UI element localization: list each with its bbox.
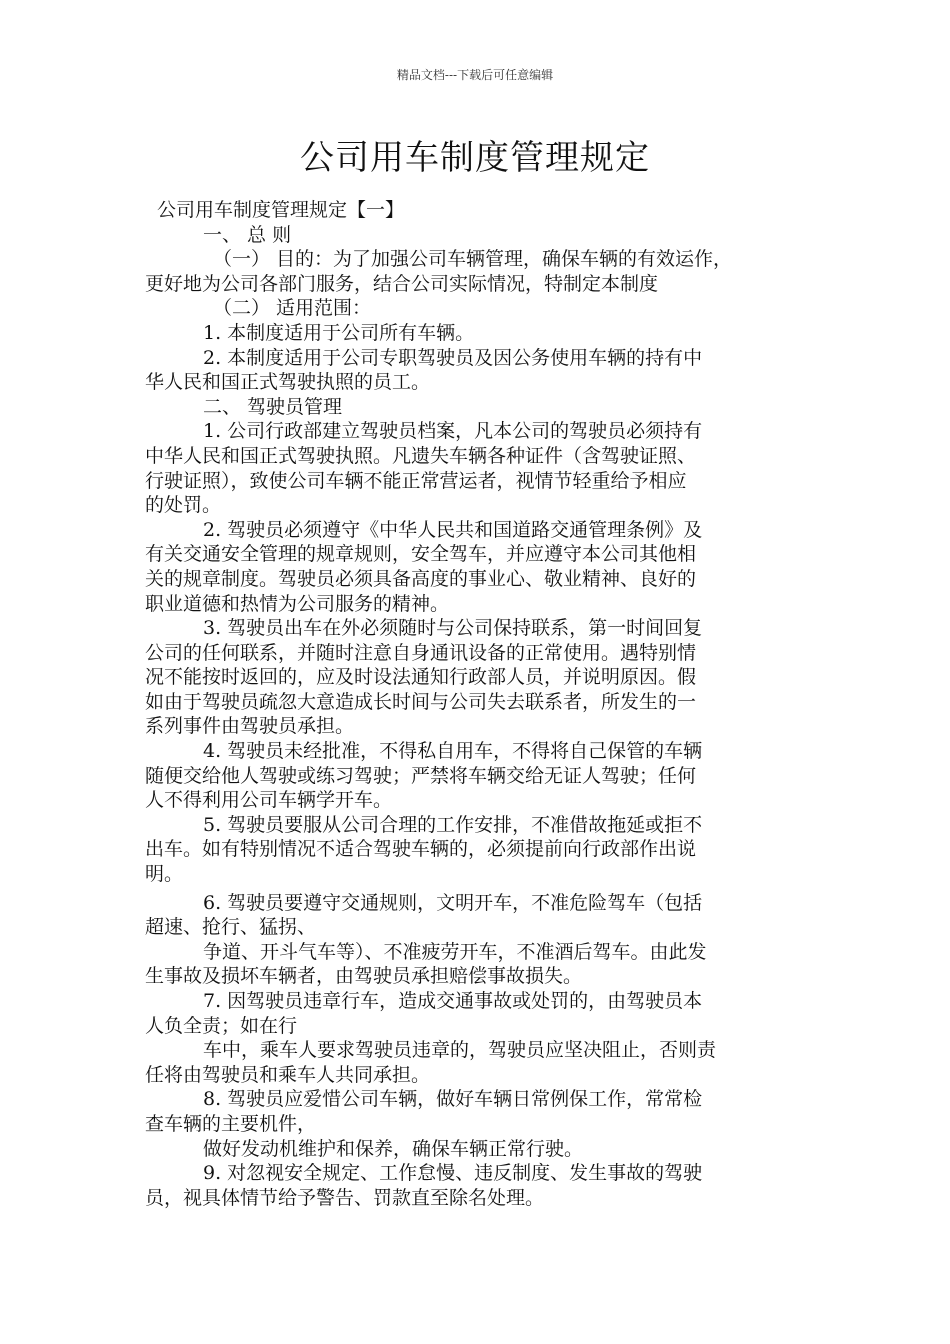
paragraph-line: （二） 适用范围： xyxy=(213,297,372,320)
paragraph-line: 车中，乘车人要求驾驶员违章的，驾驶员应坚决阻止，否则责 xyxy=(203,1039,717,1062)
paragraph-line: 超速、抢行、猛拐、 xyxy=(145,916,317,939)
paragraph-line: 做好发动机维护和保养，确保车辆正常行驶。 xyxy=(203,1137,584,1160)
paragraph-line: 况不能按时返回的，应及时设法通知行政部人员，并说明原因。假 xyxy=(145,666,697,689)
paragraph-line: （一） 目的：为了加强公司车辆管理，确保车辆的有效运作， xyxy=(213,248,733,271)
paragraph-line: 1. 本制度适用于公司所有车辆。 xyxy=(203,321,475,344)
paragraph-line: 人负全责；如在行 xyxy=(145,1014,298,1037)
paragraph-line: 5. 驾驶员要服从公司合理的工作安排，不准借故拖延或拒不 xyxy=(203,813,703,836)
paragraph-line: 明。 xyxy=(145,863,184,886)
chapter-heading: 二、 驾驶员管理 xyxy=(203,395,343,418)
page-header-note: 精品文档---下载后可任意编辑 xyxy=(396,68,554,82)
paragraph-line: 关的规章制度。驾驶员必须具备高度的事业心、敬业精神、良好的 xyxy=(145,567,697,590)
paragraph-line: 系列事件由驾驶员承担。 xyxy=(145,715,355,738)
paragraph-line: 中华人民和国正式驾驶执照。凡遗失车辆各种证件（含驾驶证照、 xyxy=(145,444,697,467)
paragraph-line: 行驶证照），致使公司车辆不能正常营运者，视情节轻重给予相应 xyxy=(145,469,687,492)
paragraph-line: 有关交通安全管理的规章规则，安全驾车，并应遵守本公司其他相 xyxy=(145,543,697,566)
paragraph-line: 员，视具体情节给予警告、罚款直至除名处理。 xyxy=(145,1186,545,1209)
paragraph-line: 9. 对忽视安全规定、工作怠慢、违反制度、发生事故的驾驶 xyxy=(203,1162,703,1185)
paragraph-line: 3. 驾驶员出车在外必须随时与公司保持联系，第一时间回复 xyxy=(203,617,703,640)
paragraph-line: 职业道德和热情为公司服务的精神。 xyxy=(145,592,450,615)
section-heading: 公司用车制度管理规定【一】 xyxy=(157,199,405,221)
paragraph-line: 人不得利用公司车辆学开车。 xyxy=(145,789,393,812)
document-title: 公司用车制度管理规定 xyxy=(300,138,650,178)
paragraph-line: 华人民和国正式驾驶执照的员工。 xyxy=(145,371,431,394)
paragraph-line: 1. 公司行政部建立驾驶员档案，凡本公司的驾驶员必须持有 xyxy=(203,420,703,443)
paragraph-line: 生事故及损坏车辆者，由驾驶员承担赔偿事故损失。 xyxy=(145,965,583,988)
document-body xyxy=(145,198,810,1210)
paragraph-line: 随便交给他人驾驶或练习驾驶；严禁将车辆交给无证人驾驶；任何 xyxy=(145,764,697,787)
paragraph-line: 6. 驾驶员要遵守交通规则，文明开车，不准危险驾车（包括 xyxy=(203,891,703,914)
paragraph-line: 4. 驾驶员未经批准，不得私自用车，不得将自己保管的车辆 xyxy=(203,740,703,763)
paragraph-line: 出车。如有特别情况不适合驾驶车辆的，必须提前向行政部作出说 xyxy=(145,838,697,861)
paragraph-line: 7. 因驾驶员违章行车，造成交通事故或处罚的，由驾驶员本 xyxy=(203,990,703,1012)
paragraph-line: 8. 驾驶员应爱惜公司车辆，做好车辆日常例保工作，常常检 xyxy=(203,1088,703,1111)
paragraph-line: 更好地为公司各部门服务，结合公司实际情况，特制定本制度 xyxy=(145,272,659,295)
paragraph-line: 公司的任何联系，并随时注意自身通讯设备的正常使用。遇特别情 xyxy=(145,641,697,664)
paragraph-line: 的处罚。 xyxy=(145,494,222,517)
paragraph-line: 2. 本制度适用于公司专职驾驶员及因公务使用车辆的持有中 xyxy=(203,346,703,369)
paragraph-line: 查车辆的主要机件， xyxy=(145,1112,317,1135)
chapter-heading: 一、 总 则 xyxy=(203,223,292,246)
paragraph-line: 2. 驾驶员必须遵守《中华人民共和国道路交通管理条例》及 xyxy=(203,518,703,541)
paragraph-line: 如由于驾驶员疏忽大意造成长时间与公司失去联系者，所发生的一 xyxy=(145,690,697,713)
paragraph-line: 争道、开斗气车等）、不准疲劳开车，不准酒后驾车。由此发 xyxy=(203,940,707,963)
paragraph-line: 任将由驾驶员和乘车人共同承担。 xyxy=(145,1063,431,1086)
